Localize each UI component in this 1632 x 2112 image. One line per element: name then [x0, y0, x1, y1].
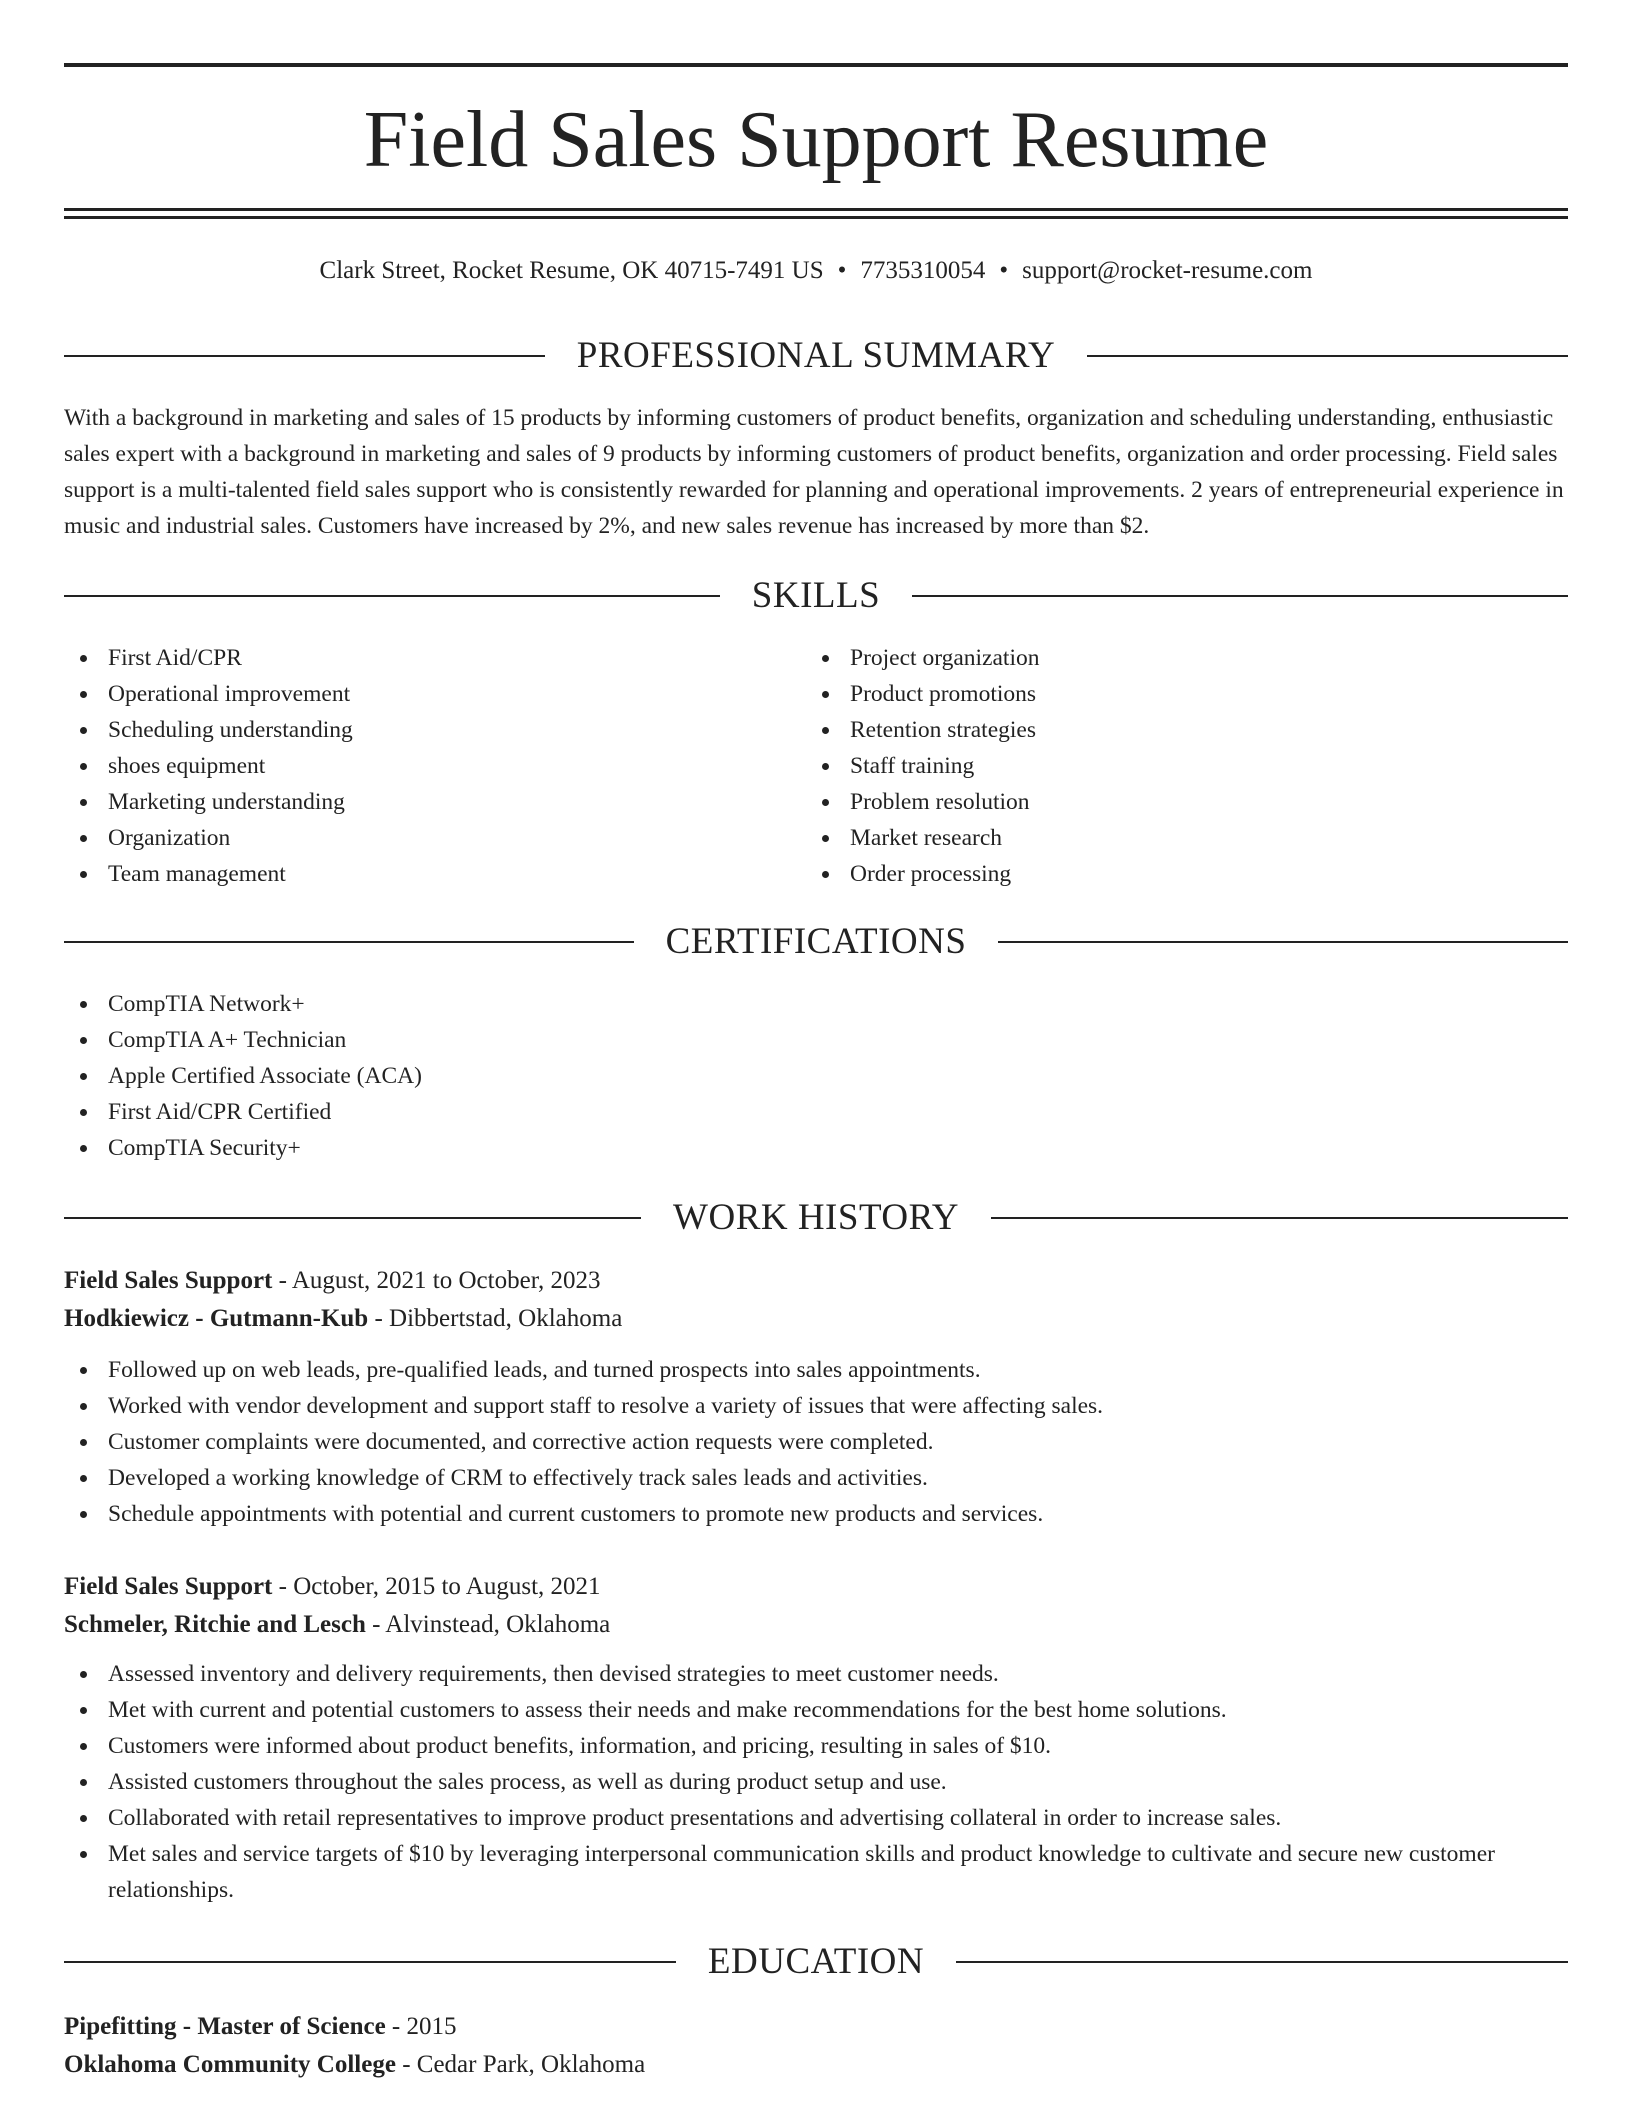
job-bullets [64, 1656, 1568, 1908]
section-heading-work-history [64, 1196, 1568, 1240]
skill-item: Marketing understanding [64, 784, 764, 820]
education-location: - Cedar Park, Oklahoma [395, 2051, 646, 2078]
job-bullets [64, 1352, 1568, 1532]
job-bullet: Met sales and service targets of $10 by leveraging interpersonal communication skills and product knowledge to cultivate and secure new customer relationships. [64, 1836, 1568, 1908]
section-rule-right [998, 941, 1568, 943]
contact-email: support@rocket-resume.com [1022, 257, 1313, 284]
section-title: PROFESSIONAL SUMMARY [576, 335, 1056, 376]
job-bullet: Followed up on web leads, pre-qualified leads, and turned prospects into sales appointments. [64, 1352, 1568, 1388]
job-bullet: Assisted customers throughout the sales process, as well as during product setup and use. [64, 1764, 1568, 1800]
certification-item: Apple Certified Associate (ACA) [64, 1058, 764, 1094]
skill-item: Scheduling understanding [64, 712, 764, 748]
skill-item: Market research [806, 820, 1506, 856]
certification-item: CompTIA Security+ [64, 1130, 764, 1166]
skills-list-right [806, 640, 1506, 892]
certifications-list [64, 986, 764, 1166]
job-bullet: Assessed inventory and delivery requirements, then devised strategies to meet customer needs. [64, 1656, 1568, 1692]
job-bullet: Developed a working knowledge of CRM to effectively track sales leads and activities. [64, 1460, 1568, 1496]
job-company-line [64, 1300, 1568, 1338]
section-rule-right [956, 1961, 1568, 1963]
job-location: - Dibbertstad, Oklahoma [368, 1305, 623, 1332]
section-title: WORK HISTORY [673, 1197, 959, 1238]
skills-list-left [64, 640, 764, 892]
job-company-line [64, 1606, 1568, 1644]
skill-item: Team management [64, 856, 764, 892]
education-school: Oklahoma Community College [64, 2051, 396, 2078]
skill-item: Order processing [806, 856, 1506, 892]
job-location: - Alvinstead, Oklahoma [365, 1611, 611, 1638]
resume-title: Field Sales Support Resume [363, 96, 1269, 184]
job-bullet: Collaborated with retail representatives to improve product presentations and advertising collateral in order to increase sales. [64, 1800, 1568, 1836]
header-double-rule-lower [64, 216, 1568, 219]
skill-item: Organization [64, 820, 764, 856]
section-rule-right [1087, 355, 1568, 357]
section-title: EDUCATION [707, 1941, 925, 1982]
certification-item: First Aid/CPR Certified [64, 1094, 764, 1130]
section-title: SKILLS [751, 575, 881, 616]
section-rule-right [991, 1217, 1568, 1219]
section-title: CERTIFICATIONS [665, 921, 967, 962]
section-heading-skills [64, 574, 1568, 618]
certification-item: CompTIA Network+ [64, 986, 764, 1022]
contact-separator: • [999, 257, 1009, 284]
job-bullet: Customers were informed about product benefits, information, and pricing, resulting in sales of $10. [64, 1728, 1568, 1764]
contact-separator: • [837, 257, 847, 284]
section-rule-left [64, 941, 634, 943]
section-rule-left [64, 595, 720, 597]
section-rule-left [64, 355, 545, 357]
contact-line [64, 254, 1568, 288]
header-top-rule [64, 63, 1568, 67]
section-heading-summary [64, 334, 1568, 378]
skill-item: shoes equipment [64, 748, 764, 784]
section-heading-certifications [64, 920, 1568, 964]
skill-item: First Aid/CPR [64, 640, 764, 676]
job-company: Schmeler, Ritchie and Lesch [64, 1611, 366, 1638]
education-entry [64, 2008, 1568, 2084]
job-title: Field Sales Support [64, 1573, 273, 1600]
skill-item: Project organization [806, 640, 1506, 676]
skill-item: Problem resolution [806, 784, 1506, 820]
section-rule-right [912, 595, 1568, 597]
education-year: - 2015 [385, 2013, 457, 2040]
education-degree-line [64, 2008, 1568, 2046]
job-bullet: Met with current and potential customers to assess their needs and make recommendations for the best home solutions. [64, 1692, 1568, 1728]
education-degree: Pipefitting - Master of Science [64, 2013, 386, 2040]
skill-item: Retention strategies [806, 712, 1506, 748]
job-bullet: Customer complaints were documented, and corrective action requests were completed. [64, 1424, 1568, 1460]
job-bullet: Worked with vendor development and support staff to resolve a variety of issues that were affecting sales. [64, 1388, 1568, 1424]
section-heading-education [64, 1940, 1568, 1984]
skill-item: Staff training [806, 748, 1506, 784]
section-rule-left [64, 1217, 641, 1219]
job-bullet: Schedule appointments with potential and current customers to promote new products and services. [64, 1496, 1568, 1532]
header-double-rule-upper [64, 208, 1568, 211]
job-entry [64, 1568, 1568, 1908]
contact-address: Clark Street, Rocket Resume, OK 40715-7491 US [319, 257, 824, 284]
job-title-line [64, 1568, 1568, 1606]
skill-item: Product promotions [806, 676, 1506, 712]
job-company: Hodkiewicz - Gutmann-Kub [64, 1305, 369, 1332]
section-rule-left [64, 1961, 676, 1963]
job-title: Field Sales Support [64, 1267, 273, 1294]
job-entry [64, 1262, 1568, 1532]
summary-paragraph: With a background in marketing and sales of 15 products by informing customers of product benefits, organization and scheduling understanding, enthusiastic sales expert with a background in marketing and sales of 9 products by informing customers of product benefits, organization and order processing. Field sales support is a multi-talented field sales support who is consistently rewarded for planning and operational improvements. 2 years of entrepreneurial experience in music and industrial sales. Customers have increased by 2%, and new sales revenue has increased by more than $2. [64, 405, 1564, 539]
skill-item: Operational improvement [64, 676, 764, 712]
education-school-line [64, 2046, 1568, 2084]
certification-item: CompTIA A+ Technician [64, 1022, 764, 1058]
job-dates: - October, 2015 to August, 2021 [272, 1573, 601, 1600]
job-dates: - August, 2021 to October, 2023 [272, 1267, 601, 1294]
contact-phone: 7735310054 [860, 257, 986, 284]
job-title-line [64, 1262, 1568, 1300]
